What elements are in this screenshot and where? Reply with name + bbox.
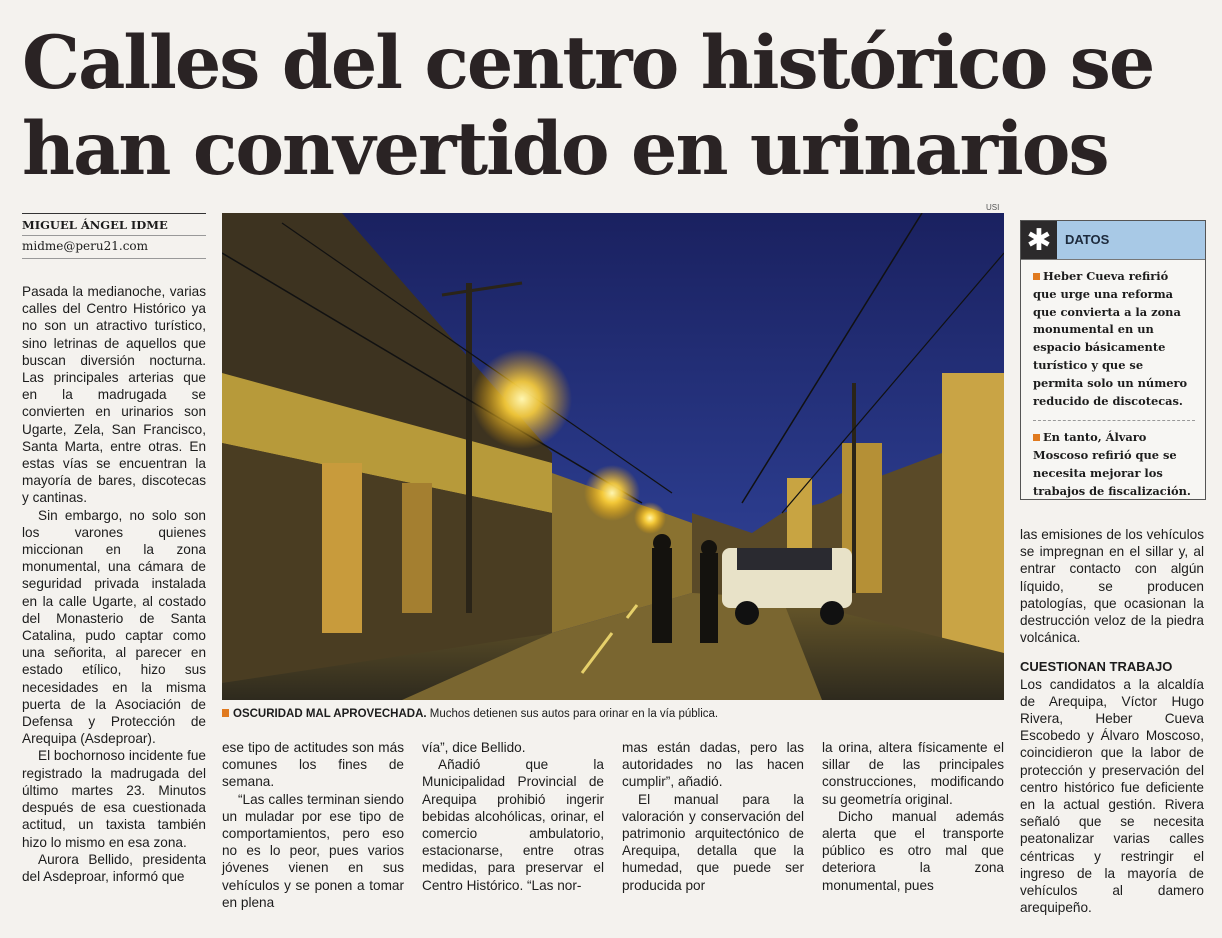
paragraph: las emisiones de los vehículos se impregnan en el sillar y, al entrar contacto con algún líquido, se producen patologías, que ocasionan la destrucción veloz de la piedra volcánica. (1020, 527, 1204, 646)
column-2 (222, 739, 404, 911)
paragraph: vía”, dice Bellido. (422, 740, 526, 755)
bullet-icon (1033, 434, 1040, 441)
paragraph: El manual para la valoración y conservación del patrimonio arquitectónico de Arequipa, detalla que la humedad, que puede ser producida por (622, 791, 804, 893)
datos-item-text: En tanto, Álvaro Moscoso refirió que se necesita mejorar los trabajos de fiscalización. (1033, 430, 1191, 498)
datos-header (1021, 221, 1205, 260)
column-6 (1020, 526, 1204, 916)
byline (22, 213, 206, 259)
street-photo (222, 213, 1004, 700)
column-5 (822, 739, 1004, 894)
datos-title: DATOS (1065, 232, 1110, 247)
paragraph: ese tipo de actitudes son más comunes los fines de semana. (222, 740, 404, 790)
byline-email: midme@peru21.com (22, 236, 206, 259)
paragraph: Sin embargo, no solo son los varones quienes miccionan en la zona monumental, una cámara de seguridad privada instalada en la calle Ugarte, al costado del Monasterio de Santa Catalina, pudo captar como una señorita, al parecer en estado etílico, hizo sus necesidades en la misma puerta de la Asociación de Defensa y Protección de Arequipa (Asdeproar). (22, 507, 206, 747)
bullet-icon (1033, 273, 1040, 280)
divider (1033, 420, 1195, 421)
paragraph: “Las calles terminan siendo un muladar por ese tipo de comportamientos, pero eso no es lo peor, pues varios jóvenes vienen en sus vehículos y se ponen a tomar en plena (222, 791, 404, 910)
headline: Calles del centro histórico se han convertido en urinarios (22, 20, 1154, 192)
paragraph: la orina, altera físicamente el sillar de las principales construcciones, modificando su geometría original. (822, 740, 1004, 807)
paragraph: Pasada la medianoche, varias calles del Centro Histórico ya no son un atractivo turístico, sino letrinas de aquellos que buscan diversión nocturna. Las principales arterias que en la madrugada se convierten en urinarios son Ugarte, Zela, San Francisco, Santa Marta, entre otras. En estas vías se encuentran la mayoría de bares, discotecas y cantinas. (22, 284, 206, 506)
byline-author: MIGUEL ÁNGEL IDME (22, 213, 206, 236)
paragraph: Añadió que la Municipalidad Provincial de Arequipa prohibió ingerir bebidas alcohólicas, orinar, el comercio ambulatorio, estacionarse, entre otras medidas, para preservar el Centro Histórico. “Las nor- (422, 757, 604, 893)
column-1 (22, 283, 206, 885)
paragraph: Dicho manual además alerta que el transporte público es otro mal que deteriora la zona monumental, pues (822, 808, 1004, 893)
caption-title: OSCURIDAD MAL APROVECHADA. (233, 708, 427, 720)
column-3 (422, 739, 604, 894)
caption-bullet-icon (222, 709, 229, 717)
photo-caption (222, 707, 1004, 722)
datos-box (1020, 220, 1206, 500)
subheading: CUESTIONAN TRABAJO (1020, 659, 1173, 675)
asterisk-icon: ✱ (1021, 221, 1057, 259)
datos-item (1033, 268, 1195, 410)
column-4 (622, 739, 804, 894)
paragraph: Aurora Bellido, presidenta del Asdeproar, informó que (22, 851, 206, 884)
caption-text: Muchos detienen sus autos para orinar en la vía pública. (426, 708, 719, 720)
datos-item (1033, 429, 1195, 500)
paragraph: El bochornoso incidente fue registrado la madrugada del último martes 23. Minutos después de esa cuestionada actitud, un taxista también hizo lo mismo en esa zona. (22, 748, 206, 850)
datos-item-text: Heber Cueva refirió que urge una reforma que convierta a la zona monumental en un espacio básicamente turístico y que se permita solo un número reducido de discotecas. (1033, 269, 1188, 408)
photo-credit: USI (986, 203, 1000, 212)
paragraph: Los candidatos a la alcaldía de Arequipa, Víctor Hugo Rivera, Heber Cueva Escobedo y Álvaro Moscoso, coincidieron que la labor de protección y preservación del centro histórico fue deficiente en la actual gestión. Rivera señaló que se necesita peatonalizar varias calles céntricas y restringir el ingreso de la mayoría de vehículos al damero arequipeño. (1020, 676, 1204, 916)
paragraph: mas están dadas, pero las autoridades no las hacen cumplir”, añadió. (622, 740, 804, 790)
